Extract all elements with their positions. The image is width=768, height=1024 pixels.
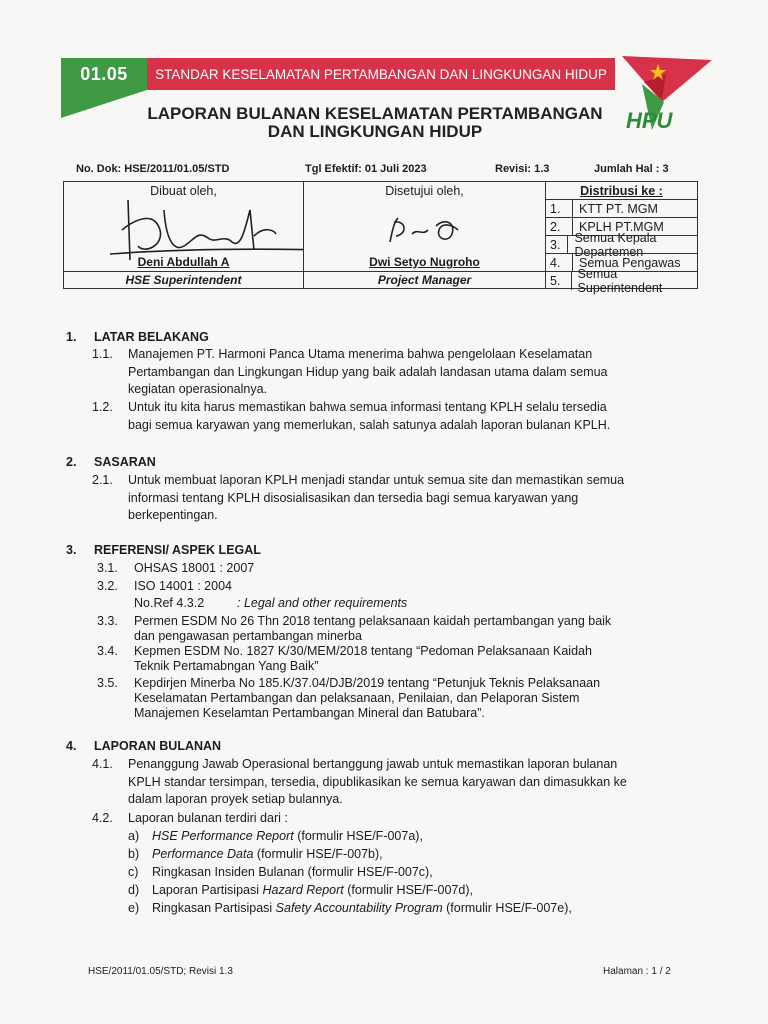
approval-table: [63, 181, 698, 295]
distribution-num: 3.: [546, 236, 568, 254]
row-divider: [304, 271, 545, 272]
reference-line: Keselamatan Pertambangan dan pelaksanaan, Penilaian, dan Pelaporan Sistem: [134, 691, 580, 705]
item-number: 2.1.: [92, 473, 113, 487]
made-by-name: Deni Abdullah A: [137, 255, 230, 269]
subitem-text: [152, 865, 433, 879]
distribution-num: 2.: [546, 218, 573, 236]
made-by-label: Dibuat oleh,: [150, 184, 217, 198]
distribution-item: [546, 199, 697, 218]
effective-date: Tgl Efektif: 01 Juli 2023: [305, 163, 427, 175]
paragraph-line: Pertambangan dan Lingkungan Hidup yang baik adalah landasan utama dalam semua: [128, 364, 608, 379]
logo-text: HPU: [626, 108, 673, 133]
section-heading: [66, 455, 156, 469]
paragraph-line: Untuk itu kita harus memastikan bahwa semua informasi tentang KPLH selalu tersedia: [128, 400, 607, 414]
paragraph: [128, 810, 690, 828]
signature-dwi: [384, 212, 464, 252]
distribution-item: [546, 267, 697, 295]
subitem-italic: Performance Data: [152, 847, 254, 861]
section-heading: [66, 739, 221, 753]
approved-by-cell: [304, 182, 546, 288]
revision: Revisi: 1.3: [495, 163, 550, 175]
paragraph-line: berkepentingan.: [128, 508, 218, 522]
section-title: REFERENSI/ ASPEK LEGAL: [94, 543, 261, 557]
standard-code: 01.05: [80, 63, 128, 84]
paragraph-line: bagi semua karyawan yang memerlukan, salah satunya adalah laporan bulanan KPLH.: [128, 417, 611, 432]
subitem-letter: b): [128, 847, 140, 861]
distribution-title: Distribusi ke :: [580, 184, 663, 198]
item-number: 3.5.: [97, 676, 118, 690]
item-number: 4.1.: [92, 757, 113, 771]
item-number: 3.3.: [97, 614, 118, 628]
noref-label: No.Ref 4.3.2: [134, 596, 205, 610]
section-number: 1.: [66, 330, 77, 344]
subitem-letter: a): [128, 829, 140, 843]
item-number: 4.2.: [92, 811, 113, 825]
section-number: 3.: [66, 543, 77, 557]
paragraph-line: kegiatan operasionalnya.: [128, 382, 267, 396]
distribution-text: KPLH PT.MGM: [579, 220, 664, 234]
section-title: LATAR BELAKANG: [94, 330, 209, 344]
page-count: Jumlah Hal : 3: [594, 163, 669, 175]
subitem-italic: HSE Performance Report: [152, 829, 294, 843]
distribution-text: KTT PT. MGM: [579, 202, 658, 216]
section-title: LAPORAN BULANAN: [94, 739, 222, 753]
subitem-pre: Ringkasan Partisipasi: [152, 901, 276, 915]
section-number: 4.: [66, 739, 77, 753]
paragraph-line: Manajemen PT. Harmoni Panca Utama menerima bahwa pengelolaan Keselamatan: [128, 347, 593, 361]
made-by-cell: [64, 182, 304, 288]
reference-text: [134, 614, 611, 644]
subitem-rest: Ringkasan Insiden Bulanan (formulir HSE/F-007c),: [152, 865, 433, 879]
standard-band: [147, 58, 615, 90]
distribution-num: 5.: [546, 272, 572, 290]
doc-number: No. Dok: HSE/2011/01.05/STD: [76, 163, 230, 175]
footer-doc-ref: HSE/2011/01.05/STD; Revisi 1.3: [88, 966, 233, 977]
item-number: 3.4.: [97, 644, 118, 658]
standard-code-badge: [61, 58, 147, 90]
approved-by-role: Project Manager: [377, 273, 472, 287]
reference-line: Kepmen ESDM No. 1827 K/30/MEM/2018 tentang “Pedoman Pelaksanaan Kaidah: [134, 644, 592, 658]
approved-by-label: Disetujui oleh,: [385, 184, 464, 198]
reference-line: Permen ESDM No 26 Thn 2018 tentang pelaksanaan kaidah pertambangan yang baik: [134, 614, 612, 628]
reference-text: [134, 644, 592, 674]
distribution-text: Semua Kepala Departemen: [574, 231, 657, 259]
document-title-line1: LAPORAN BULANAN KESELAMATAN PERTAMBANGAN: [147, 104, 603, 123]
subitem-text: [152, 901, 572, 915]
paragraph-line: informasi tentang KPLH disosialisasikan dan tersedia bagi semua karyawan yang: [128, 490, 579, 505]
reference-line: Manajemen Keselamtan Pertambangan Mineral dan Batubara”.: [134, 706, 485, 720]
approved-by-name: Dwi Setyo Nugroho: [369, 255, 480, 269]
distribution-num: 4.: [546, 254, 573, 272]
paragraph-line: Laporan bulanan terdiri dari :: [128, 811, 288, 825]
made-by-role: HSE Superintendent: [125, 273, 242, 287]
paragraph-line: KPLH standar tersimpan, tersedia, dipublikasikan ke semua karyawan dan dimasukkan ke: [128, 774, 627, 789]
item-number: 1.2.: [92, 400, 113, 414]
footer-page-number: Halaman : 1 / 2: [603, 966, 671, 977]
section-heading: [66, 543, 261, 557]
subitem-letter: e): [128, 901, 140, 915]
subitem-text: [152, 883, 473, 897]
paragraph-line: Penanggung Jawab Operasional bertanggung jawab untuk memastikan laporan bulanan: [128, 757, 618, 771]
paragraph: [128, 346, 690, 399]
subitem-rest: (formulir HSE/F-007a),: [293, 829, 423, 843]
reference-line: dan pengawasan pertambangan minerba: [134, 629, 362, 643]
reference-text: [134, 676, 600, 721]
section-number: 2.: [66, 455, 77, 469]
subitem-pre: Laporan Partisipasi: [152, 883, 263, 897]
subitem-text: [152, 847, 383, 861]
standard-band-text: STANDAR KESELAMATAN PERTAMBANGAN DAN LINGKUNGAN HIDUP: [155, 66, 607, 82]
subitem-letter: d): [128, 883, 140, 897]
section-title: SASARAN: [94, 455, 156, 469]
distribution-num: 1.: [546, 200, 573, 218]
subitem-italic: Hazard Report: [262, 883, 344, 897]
paragraph: [128, 399, 690, 434]
reference-line: Teknik Pertamabngan Yang Baik”: [134, 659, 319, 673]
item-number: 3.2.: [97, 579, 118, 593]
noref-text: : Legal and other requirements: [237, 596, 408, 610]
subitem-rest: (formulir HSE/F-007d),: [343, 883, 473, 897]
reference-text: OHSAS 18001 : 2007: [134, 561, 255, 575]
subitem-letter: c): [128, 865, 139, 879]
subitem-text: [152, 829, 423, 843]
item-number: 3.1.: [97, 561, 118, 575]
reference-text: ISO 14001 : 2004: [134, 579, 232, 593]
paragraph-line: dalam laporan proyek setiap bulannya.: [128, 792, 343, 806]
paragraph-line: Untuk membuat laporan KPLH menjadi standar untuk semua site dan memastikan semua: [128, 473, 625, 487]
distribution-cell: [546, 182, 697, 295]
reference-line: Kepdirjen Minerba No 185.K/37.04/DJB/2019 tentang “Petunjuk Teknis Pelaksanaan: [134, 676, 601, 690]
paragraph: [128, 756, 690, 809]
distribution-item: [546, 231, 697, 259]
document-title-line2: DAN LINGKUNGAN HIDUP: [267, 122, 483, 141]
section-heading: [66, 330, 209, 344]
paragraph: [128, 472, 690, 525]
subitem-rest: (formulir HSE/F-007e),: [442, 901, 572, 915]
distribution-text: Semua Superintendent: [577, 267, 663, 295]
distribution-text: Semua Pengawas: [579, 256, 681, 270]
row-divider: [64, 271, 303, 272]
subitem-italic: Safety Accountability Program: [275, 901, 443, 915]
subitem-rest: (formulir HSE/F-007b),: [253, 847, 383, 861]
item-number: 1.1.: [92, 347, 113, 361]
